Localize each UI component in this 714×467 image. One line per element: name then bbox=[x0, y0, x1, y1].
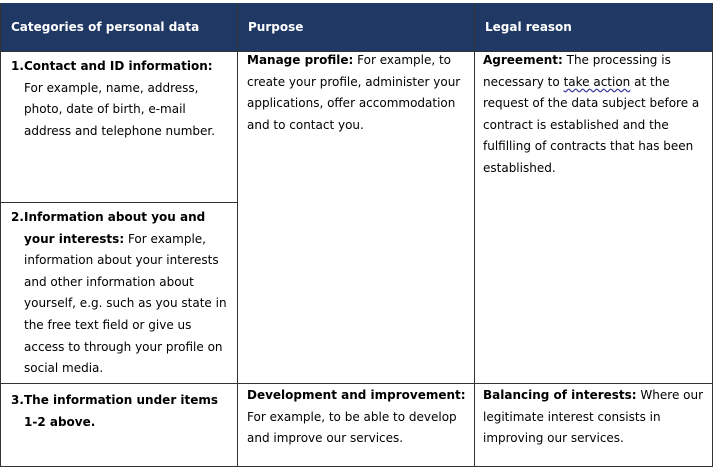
legal-reason-agreement bbox=[483, 50, 708, 180]
legal-title: Balancing of interests: bbox=[483, 388, 637, 402]
category-number: 1. bbox=[11, 59, 24, 73]
category-row-1 bbox=[11, 56, 233, 142]
category-row-3 bbox=[11, 390, 233, 433]
category-number: 3. bbox=[11, 393, 24, 407]
legal-body-rest: at the request of the data subject before a contract is established and the fulfilling of contracts that has been established. bbox=[483, 74, 700, 175]
legal-reason-balancing bbox=[483, 385, 708, 450]
header-purpose: Purpose bbox=[248, 20, 304, 34]
category-title: The information under items 1-2 above. bbox=[24, 393, 219, 429]
header-categories: Categories of personal data bbox=[11, 20, 200, 34]
category-body: For example, name, address, photo, date of birth, e-mail address and telephone number. bbox=[24, 80, 216, 138]
legal-title: Agreement: bbox=[483, 53, 563, 67]
purpose-title: Manage profile: bbox=[247, 53, 354, 67]
legal-body: Where our legitimate interest consists in improving our services. bbox=[483, 388, 704, 446]
category-row-2 bbox=[11, 207, 233, 380]
purpose-development bbox=[247, 385, 469, 450]
category-title: Contact and ID information: bbox=[24, 59, 213, 73]
purpose-manage-profile bbox=[247, 50, 469, 136]
category-body: For example, information about your interests and other information about yourself, e.g. such as you state in the free text field or give us access to through your profile on social media. bbox=[24, 231, 227, 376]
category-number: 2. bbox=[11, 210, 24, 224]
purpose-body: For example, to create your profile, administer your applications, offer accommodation and to contact you. bbox=[247, 53, 461, 132]
legal-body-highlight: take action bbox=[563, 74, 631, 89]
purpose-body: For example, to be able to develop and improve our services. bbox=[247, 409, 457, 446]
purpose-title: Development and improvement: bbox=[247, 388, 466, 402]
header-legal-reason: Legal reason bbox=[485, 20, 572, 34]
category-title: Information about you and your interests: bbox=[24, 210, 206, 246]
legal-body: The processing is necessary to bbox=[483, 53, 671, 89]
